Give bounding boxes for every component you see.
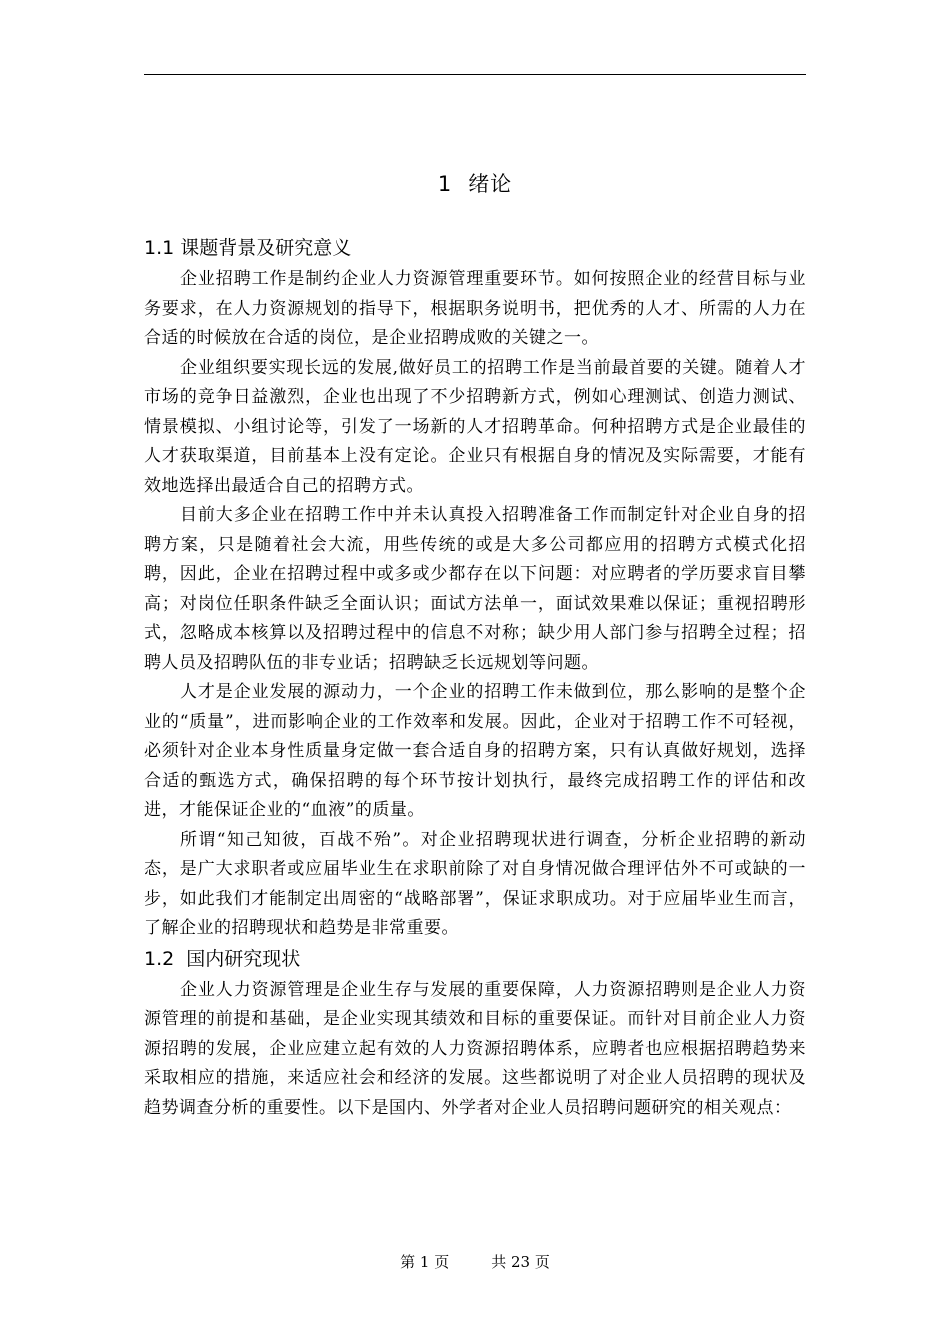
section-number: 1.1 xyxy=(144,237,175,259)
section-number: 1.2 xyxy=(144,947,175,970)
page-content xyxy=(144,160,806,1123)
section-title: 国内研究现状 xyxy=(186,947,301,970)
paragraph: 人才是企业发展的源动力，一个企业的招聘工作未做到位，那么影响的是整个企业的“质量”，进而影响企业的工作效率和发展。因此，企业对于招聘工作不可轻视，必须针对企业本身性质量身定做一套合适自身的招聘方案，只有认真做好规划，选择合适的甄选方式，确保招聘的每个环节按计划执行，最终完成招聘工作的评估和改进，才能保证企业的“血液”的质量。 xyxy=(144,682,806,820)
paragraph: 企业人力资源管理是企业生存与发展的重要保障，人力资源招聘则是企业人力资源管理的前提和基础，是企业实现其绩效和目标的重要保证。而针对目前企业人力资源招聘的发展，企业应建立起有效的人力资源招聘体系，应聘者也应根据招聘趋势来采取相应的措施，来适应社会和经济的发展。这些都说明了对企业人员招聘的现状及趋势调查分析的重要性。以下是国内、外学者对企业人员招聘问题研究的相关观点： xyxy=(144,979,806,1118)
section-heading-1-1 xyxy=(144,233,806,263)
section-title: 课题背景及研究意义 xyxy=(180,237,352,259)
paragraph: 企业招聘工作是制约企业人力资源管理重要环节。如何按照企业的经营目标与业务要求，在人力资源规划的指导下，根据职务说明书，把优秀的人才、所需的人力在合适的时候放在合适的岗位，是企业招聘成败的关键之一。 xyxy=(144,269,806,348)
page-total: 共 23 页 xyxy=(491,1253,550,1271)
chapter-title-text: 绪论 xyxy=(468,172,513,196)
chapter-number: 1 xyxy=(437,172,453,196)
paragraph: 企业组织要实现长远的发展,做好员工的招聘工作是当前最首要的关键。随着人才市场的竞争日益激烈，企业也出现了不少招聘新方式，例如心理测试、创造力测试、情景模拟、小组讨论等，引发了一场新的人才招聘革命。何种招聘方式是企业最佳的人才获取渠道，目前基本上没有定论。企业只有根据自身的情况及实际需要，才能有效地选择出最适合自己的招聘方式。 xyxy=(144,357,806,496)
page-footer xyxy=(0,1252,950,1272)
paragraph: 所谓“知己知彼，百战不殆”。对企业招聘现状进行调查，分析企业招聘的新动态，是广大求职者或应届毕业生在求职前除了对自身情况做合理评估外不可或缺的一步，如此我们才能制定出周密的“战略部署”，保证求职成功。对于应届毕业生而言，了解企业的招聘现状和趋势是非常重要。 xyxy=(144,829,806,938)
page-number: 第 1 页 xyxy=(400,1253,450,1271)
paragraph: 目前大多企业在招聘工作中并未认真投入招聘准备工作而制定针对企业自身的招聘方案，只是随着社会大流，用些传统的或是大多公司都应用的招聘方式模式化招聘，因此，企业在招聘过程中或多或少都存在以下问题：对应聘者的学历要求盲目攀高；对岗位任职条件缺乏全面认识；面试方法单一，面试效果难以保证；重视招聘形式，忽略成本核算以及招聘过程中的信息不对称；缺少用人部门参与招聘全过程；招聘人员及招聘队伍的非专业话；招聘缺乏长远规划等问题。 xyxy=(144,505,806,673)
header-rule xyxy=(144,74,806,75)
chapter-title xyxy=(144,160,806,208)
section-heading-1-2 xyxy=(144,944,806,974)
